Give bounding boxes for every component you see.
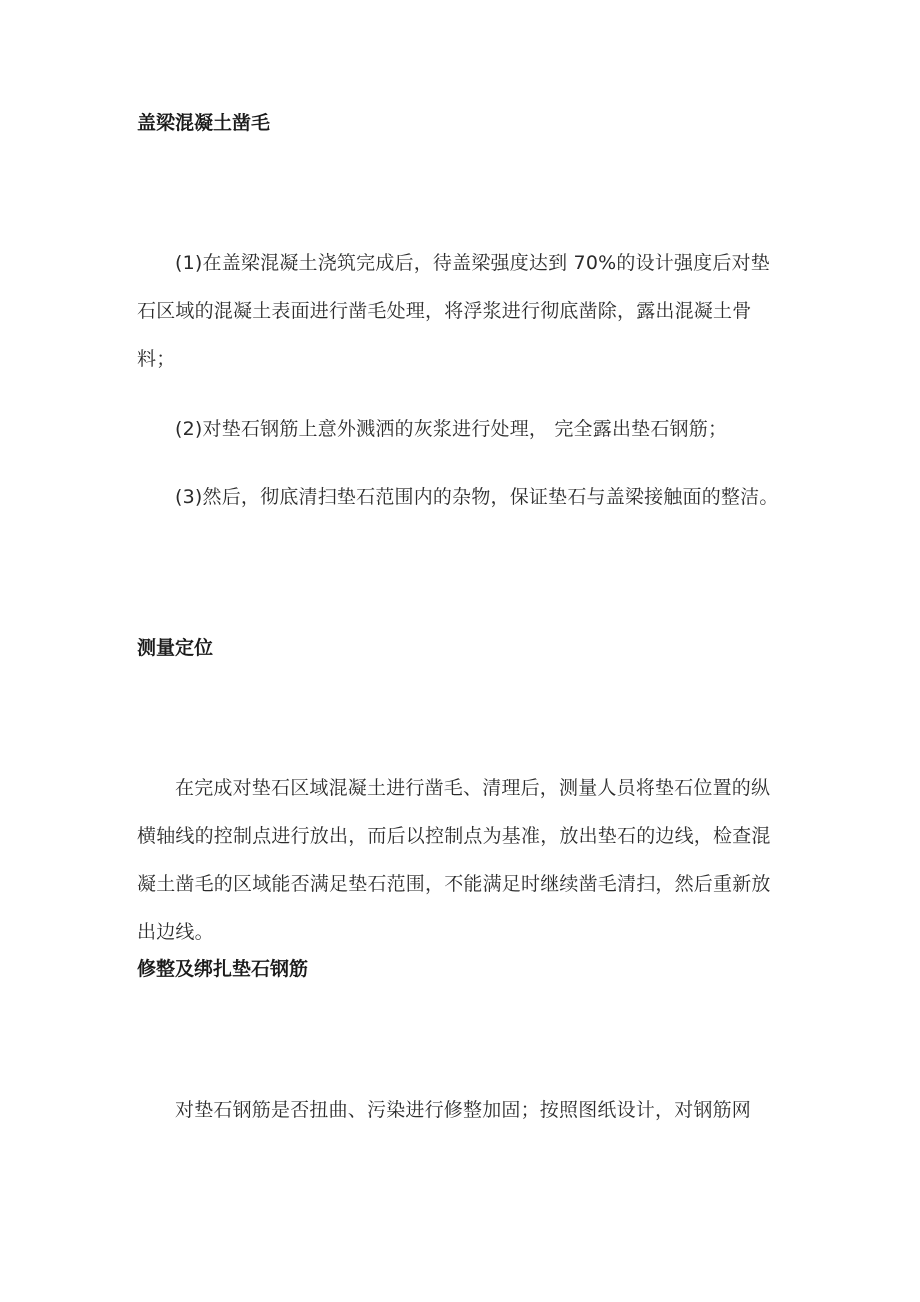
paragraph-chiseling-step-1: (1)在盖梁混凝土浇筑完成后，待盖梁强度达到 70%的设计强度后对垫石区域的混凝土表面进行凿毛处理，将浮浆进行彻底凿除，露出混凝土骨料； [137, 252, 770, 370]
paragraph-chiseling-step-2: (2)对垫石钢筋上意外溅洒的灰浆进行处理， 完全露出垫石钢筋； [175, 418, 728, 440]
section-title-chiseling: 盖梁混凝土凿毛 [137, 112, 271, 134]
section-title-survey: 测量定位 [137, 637, 214, 659]
paragraph-chiseling-step-3: (3)然后，彻底清扫垫石范围内的杂物，保证垫石与盖梁接触面的整洁。 [175, 486, 779, 508]
section-title-rebar: 修整及绑扎垫石钢筋 [137, 958, 309, 980]
paragraph-survey: 在完成对垫石区域混凝土进行凿毛、清理后，测量人员将垫石位置的纵横轴线的控制点进行放出，而后以控制点为基准，放出垫石的边线，检查混凝土凿毛的区域能否满足垫石范围，不能满足时继续凿毛清扫，然后重新放出边线。 [137, 777, 771, 943]
paragraph-rebar: 对垫石钢筋是否扭曲、污染进行修整加固；按照图纸设计，对钢筋网 [175, 1099, 752, 1121]
